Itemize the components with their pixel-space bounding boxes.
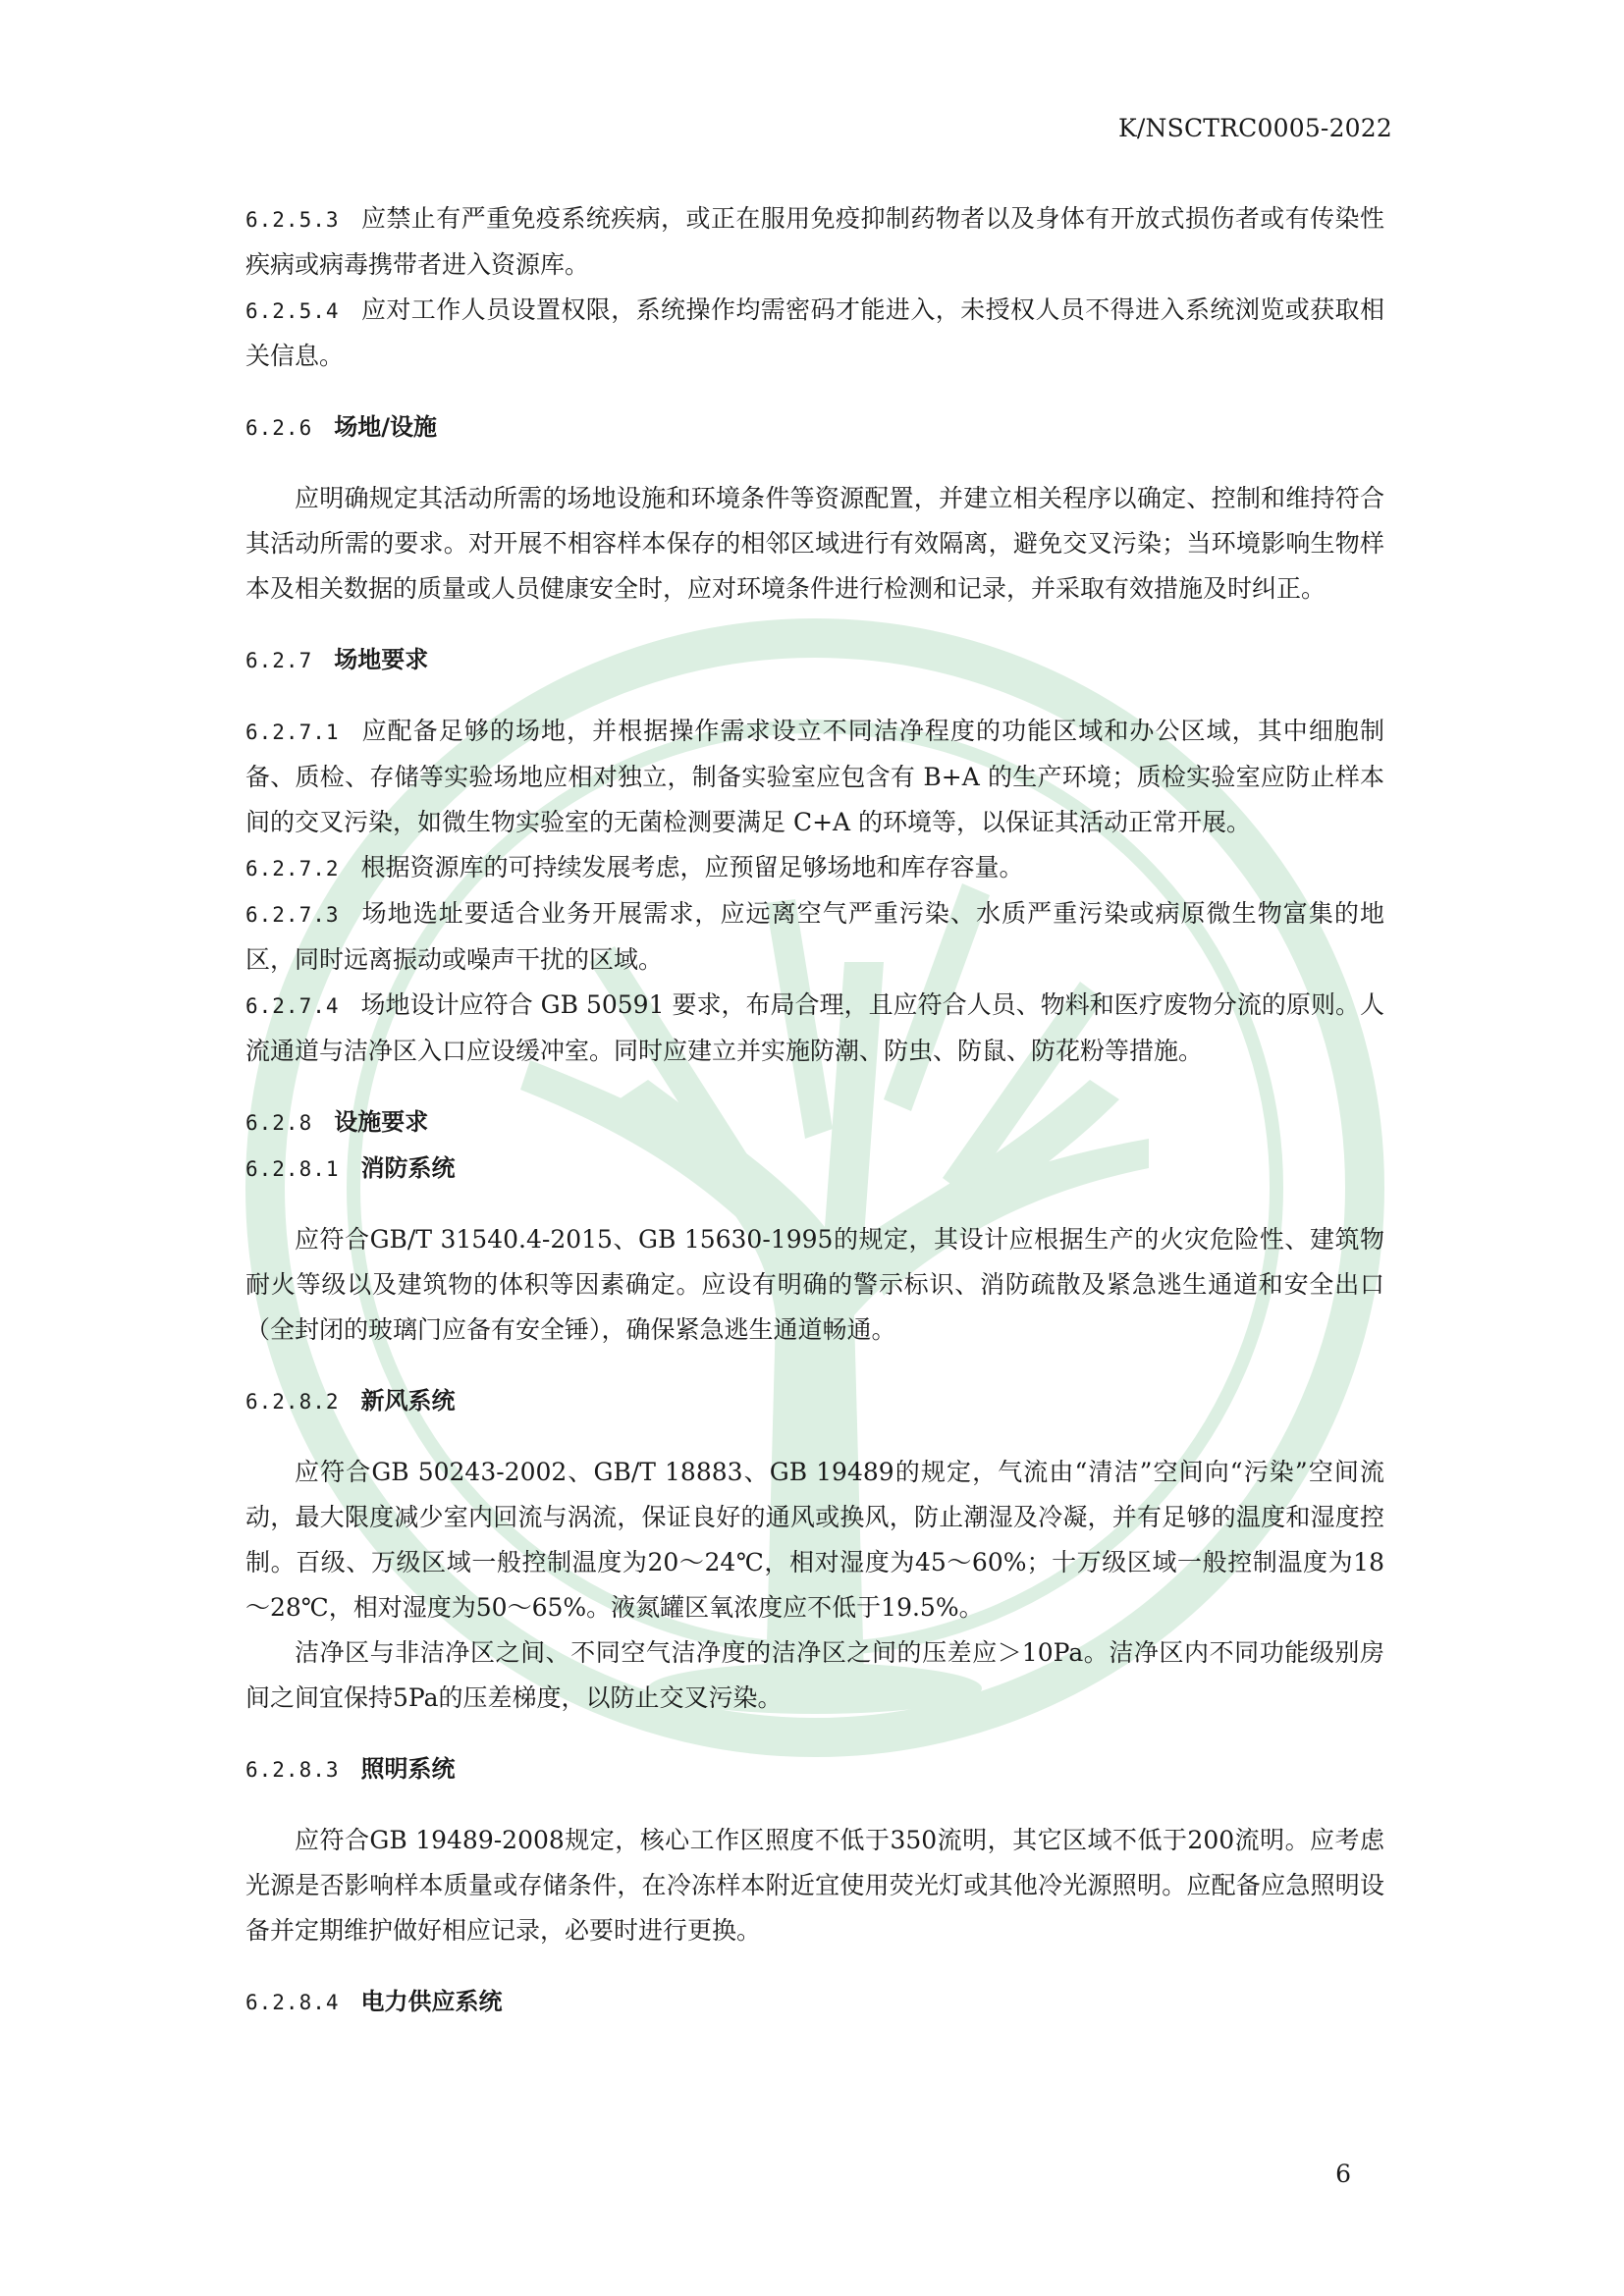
section-title: 照明系统 [360, 1755, 456, 1783]
paragraph-6-2-8-3: 应符合GB 19489-2008规定，核心工作区照度不低于350流明，其它区域不低于200流明。应考虑光源是否影响样本质量或存储条件，在冷冻样本附近宜使用荧光灯或其他冷光源照明。应配备应急照明设备并定期维护做好相应记录，必要时进行更换。 [245, 1826, 1384, 1945]
section-heading-6-2-8-3 [245, 1746, 1384, 1792]
clause-number: 6.2.7.2 [245, 857, 340, 881]
paragraph-6-2-8-2b: 洁净区与非洁净区之间、不同空气洁净度的洁净区之间的压差应＞10Pa。洁净区内不同功能级别房间之间宜保持5Pa的压差梯度，以防止交叉污染。 [245, 1638, 1384, 1712]
section-heading-6-2-8-4 [245, 1979, 1384, 2025]
paragraph-6-2-6: 应明确规定其活动所需的场地设施和环境条件等资源配置，并建立相关程序以确定、控制和维持符合其活动所需的要求。对开展不相容样本保存的相邻区域进行有效隔离，避免交叉污染；当环境影响生物样本及相关数据的质量或人员健康安全时，应对环境条件进行检测和记录，并采取有效措施及时纠正。 [245, 484, 1384, 603]
clause-number: 6.2.7.3 [245, 903, 340, 927]
section-heading-6-2-8 [245, 1099, 1384, 1146]
document-body [245, 196, 1384, 2025]
paragraph-6-2-8-2a: 应符合GB 50243-2002、GB/T 18883、GB 19489的规定，气流由“清洁”空间向“污染”空间流动，最大限度减少室内回流与涡流，保证良好的通风或换风，防止潮湿及冷凝，并有足够的温度和湿度控制。百级、万级区域一般控制温度为20～24℃，相对湿度为45～60%；十万级区域一般控制温度为18～28℃，相对湿度为50～65%。液氮罐区氧浓度应不低于19.5%。 [245, 1458, 1384, 1622]
section-heading-6-2-8-2 [245, 1378, 1384, 1424]
section-title: 场地/设施 [334, 413, 437, 441]
section-number: 6.2.7 [245, 649, 313, 672]
clause-text: 根据资源库的可持续发展考虑，应预留足够场地和库存容量。 [360, 853, 1024, 881]
clause-number: 6.2.7.4 [245, 994, 340, 1018]
section-title: 新风系统 [360, 1387, 456, 1415]
section-heading-6-2-8-1 [245, 1146, 1384, 1192]
clause-6-2-7-4 [245, 983, 1384, 1074]
section-number: 6.2.8.2 [245, 1390, 340, 1414]
clause-6-2-7-3 [245, 891, 1384, 983]
clause-6-2-7-2 [245, 845, 1384, 891]
section-number: 6.2.8 [245, 1111, 313, 1135]
section-number: 6.2.8.4 [245, 1991, 340, 2014]
clause-6-2-5-4 [245, 288, 1384, 379]
section-title: 场地要求 [334, 646, 429, 673]
clause-text: 应配备足够的场地，并根据操作需求设立不同洁净程度的功能区域和办公区域，其中细胞制备、质检、存储等实验场地应相对独立，制备实验室应包含有 B+A 的生产环境；质检实验室应防止样本间的交叉污染，如微生物实验室的无菌检测要满足 C+A 的环境等，以保证其活动正常开展。 [245, 717, 1384, 836]
section-title: 设施要求 [334, 1108, 429, 1136]
clause-text: 场地选址要适合业务开展需求，应远离空气严重污染、水质严重污染或病原微生物富集的地区，同时远离振动或噪声干扰的区域。 [245, 899, 1384, 974]
section-heading-6-2-6 [245, 404, 1384, 451]
clause-6-2-5-3 [245, 196, 1384, 288]
page-number: 6 [1335, 2160, 1351, 2188]
clause-number: 6.2.5.4 [245, 299, 340, 323]
section-title: 电力供应系统 [360, 1988, 503, 2015]
clause-text: 应对工作人员设置权限，系统操作均需密码才能进入，未授权人员不得进入系统浏览或获取相关信息。 [245, 295, 1384, 370]
clause-text: 场地设计应符合 GB 50591 要求，布局合理，且应符合人员、物料和医疗废物分流的原则。人流通道与洁净区入口应设缓冲室。同时应建立并实施防潮、防虫、防鼠、防花粉等措施。 [245, 990, 1384, 1065]
section-number: 6.2.6 [245, 416, 313, 440]
section-title: 消防系统 [360, 1154, 456, 1182]
section-number: 6.2.8.3 [245, 1758, 340, 1782]
clause-number: 6.2.7.1 [245, 721, 340, 744]
clause-number: 6.2.5.3 [245, 208, 340, 232]
paragraph-6-2-8-1: 应符合GB/T 31540.4-2015、GB 15630-1995的规定，其设计应根据生产的火灾危险性、建筑物耐火等级以及建筑物的体积等因素确定。应设有明确的警示标识、消防疏散及紧急逃生通道和安全出口（全封闭的玻璃门应备有安全锤），确保紧急逃生通道畅通。 [245, 1225, 1384, 1344]
section-heading-6-2-7 [245, 637, 1384, 683]
document-code: K/NSCTRC0005-2022 [1118, 114, 1392, 142]
clause-text: 应禁止有严重免疫系统疾病，或正在服用免疫抑制药物者以及身体有开放式损伤者或有传染性疾病或病毒携带者进入资源库。 [245, 204, 1384, 279]
clause-6-2-7-1 [245, 709, 1384, 845]
section-number: 6.2.8.1 [245, 1157, 340, 1181]
